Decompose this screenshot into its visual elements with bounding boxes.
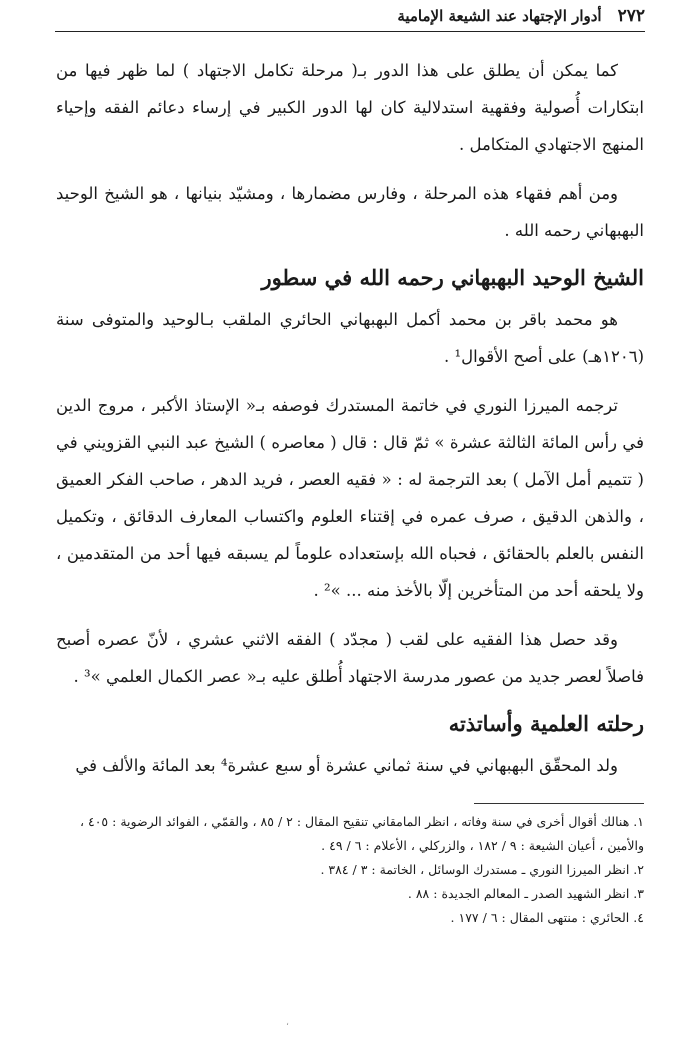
footnote-text: هنالك أقوال أخرى في سنة وفاته ، انظر المامقاني تنقيح المقال : ٢ / ٨٥ ، والقمّي ، الفوائد الرضوية : ٤٠٥ ، والأمين ، أعيان الشيعة : ٩ / ١٨٢ ، والزركلي ، الأعلام : ٦ / ٤٩ . — [79, 814, 644, 853]
footnote-number: ٣. — [633, 886, 644, 901]
footnote — [56, 906, 644, 930]
footnote-number: ٤. — [633, 910, 644, 925]
paragraph: ومن أهم فقهاء هذه المرحلة ، وفارس مضمارها ، ومشيّد بنيانها ، هو الشيخ الوحيد البهبهاني رحمه الله . — [56, 184, 644, 240]
page-body — [56, 52, 644, 796]
section-heading: رحلته العلمية وأساتذته — [448, 711, 644, 736]
running-title: أدوار الإجتهاد عند الشيعة الإمامية — [397, 6, 602, 25]
section-heading: الشيخ الوحيد البهبهاني رحمه الله في سطور — [261, 265, 644, 290]
footnote — [56, 858, 644, 882]
footnote-number: ١. — [633, 814, 644, 829]
footnote-divider — [474, 803, 644, 804]
paragraph: كما يمكن أن يطلق على هذا الدور بـ( مرحلة تكامل الاجتهاد ) لما ظهر فيها من ابتكارات أُصولية وفقهية استدلالية كان لها الدور الكبير في إرساء دعائم الفقه وإحياء المنهج الاجتهادي المتكامل . — [56, 61, 644, 154]
footnote — [56, 882, 644, 906]
footnote-text: الحائري : منتهى المقال : ٦ / ١٧٧ . — [450, 910, 630, 925]
footnote-number: ٢. — [633, 862, 644, 877]
paragraph: هو محمد باقر بن محمد أكمل البهبهاني الحائري الملقب بـالوحيد والمتوفى سنة (١٢٠٦هـ) على أصح الأقوال¹ . — [56, 310, 644, 366]
page-header — [55, 0, 645, 32]
paragraph: وقد حصل هذا الفقيه على لقب ( مجدّد ) الفقه الاثني عشري ، لأنّ عصره أصبح فاصلاً لعصر جديد من عصور مدرسة الاجتهاد أُطلق عليه بـ« عصر الكمال العلمي »³ . — [56, 630, 644, 686]
footnote-text: انظر الميرزا النوري ـ مستدرك الوسائل ، الخاتمة : ٣ / ٣٨٤ . — [320, 862, 630, 877]
paragraph: ولد المحقّق البهبهاني في سنة ثماني عشرة أو سبع عشرة⁴ بعد المائة والألف في — [75, 756, 618, 775]
footnote — [56, 810, 644, 858]
scan-mark: ، — [286, 1018, 289, 1028]
paragraph: ترجمه الميرزا النوري في خاتمة المستدرك فوصفه بـ« الإستاذ الأكبر ، مروج الدين في رأس المائة الثالثة عشرة » ثمّ قال : قال ( معاصره ) الشيخ عبد النبي القزويني في ( تتميم أمل الآمل ) بعد الترجمة له : « فقيه العصر ، فريد الدهر ، صاحب الفكر العميق ، والذهن الدقيق ، صرف عمره في إقتناء العلوم واكتساب المعارف الدقائق ، وتكميل النفس بالعلم بالحقائق ، فحباه الله بإستعداده علوماً لم يسبقه فيها أحد من المتقدمين ، ولا يلحقه أحد من المتأخرين إلّا بالأخذ منه ... »² . — [56, 396, 644, 600]
footnote-text: انظر الشهيد الصدر ـ المعالم الجديدة : ٨٨ . — [407, 886, 630, 901]
page-number: ٢٧٢ — [617, 5, 645, 26]
footnotes — [56, 803, 644, 930]
